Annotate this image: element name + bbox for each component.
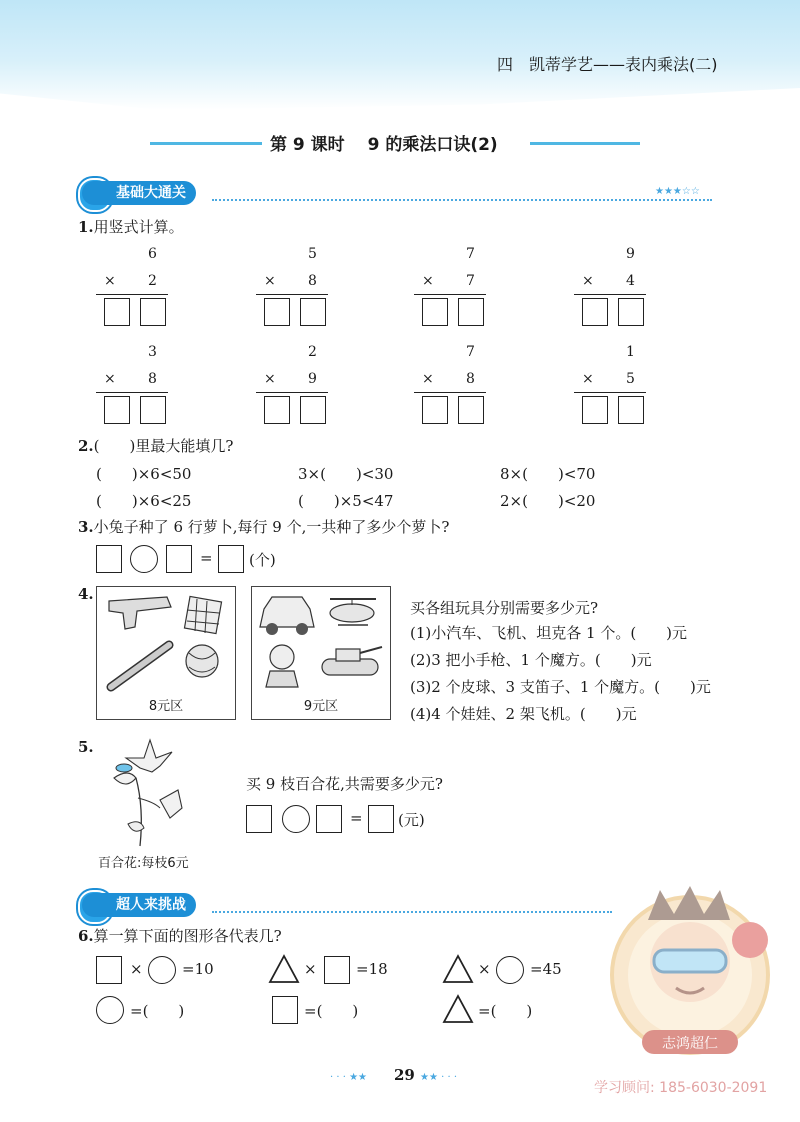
doll-icon [266, 645, 298, 687]
toy-panel-8yuan [96, 586, 236, 720]
equals-sign: = [350, 809, 363, 827]
q1-heading [78, 216, 184, 237]
answer-box-tens[interactable] [264, 396, 290, 424]
times-sign: × [478, 960, 491, 978]
q2-item: 8×( )<70 [500, 465, 596, 483]
q2-item: 3×( )<30 [298, 465, 394, 483]
footer-stars-left: · · · ★★ [330, 1072, 368, 1083]
chapter-title: 四 凯蒂学艺——表内乘法(二) [497, 55, 718, 74]
q3-heading [78, 516, 449, 537]
zone-label-8yuan: 8元区 [148, 699, 184, 714]
multiplicand: 1 [626, 344, 635, 360]
multiplier: 4 [626, 273, 635, 289]
section-badge-basic: 基础大通关 [82, 181, 196, 205]
q4-item: (3)2 个皮球、3 支笛子、1 个魔方。( )元 [410, 678, 711, 696]
pistol-icon [109, 597, 171, 629]
triangle-shape [442, 954, 474, 984]
multiplicand: 7 [466, 344, 475, 360]
q3-prompt: 小兔子种了 6 行萝卜,每行 9 个,一共种了多少个萝卜? [93, 518, 450, 536]
answer-box-ones[interactable] [140, 396, 166, 424]
q6-equation-result: =18 [356, 960, 388, 978]
multiplier: 8 [308, 273, 317, 289]
circle-shape [496, 956, 524, 984]
answer-box[interactable] [218, 545, 244, 573]
underline [574, 392, 646, 393]
times-sign: × [264, 273, 276, 289]
q5-unit: (元) [398, 811, 425, 829]
answer-box-ones[interactable] [300, 396, 326, 424]
answer-box-ones[interactable] [458, 298, 484, 326]
answer-box-ones[interactable] [300, 298, 326, 326]
square-shape [324, 956, 350, 984]
q5-caption: 百合花:每枝6元 [98, 856, 189, 871]
multiplicand: 3 [148, 344, 157, 360]
answer-box-tens[interactable] [582, 396, 608, 424]
q4-item: (2)3 把小手枪、1 个魔方。( )元 [410, 651, 652, 669]
underline [256, 392, 328, 393]
q1-number: 1. [78, 218, 94, 236]
q2-item: 2×( )<20 [500, 492, 596, 510]
flute-icon [111, 645, 169, 687]
ball-icon [186, 645, 218, 677]
q2-prompt: ( )里最大能填几? [93, 437, 234, 455]
underline [96, 294, 168, 295]
q2-item: ( )×6<25 [96, 492, 192, 510]
q6-equation-result: =45 [530, 960, 562, 978]
square-shape [96, 956, 122, 984]
underline [414, 294, 486, 295]
answer-box[interactable] [368, 805, 394, 833]
multiplier: 7 [466, 273, 475, 289]
answer-box-ones[interactable] [618, 396, 644, 424]
square-shape [272, 996, 298, 1024]
answer-box-ones[interactable] [618, 298, 644, 326]
triangle-shape [442, 994, 474, 1024]
toy-panel-9yuan [251, 586, 391, 720]
multiplicand: 2 [308, 344, 317, 360]
operator-circle[interactable] [282, 805, 310, 833]
answer-box-ones[interactable] [140, 298, 166, 326]
answer-box[interactable] [166, 545, 192, 573]
q4-number: 4. [78, 585, 94, 603]
underline [256, 294, 328, 295]
multiplicand: 9 [626, 246, 635, 262]
multiplier: 2 [148, 273, 157, 289]
q1-prompt: 用竖式计算。 [93, 218, 184, 236]
section-divider [212, 199, 712, 201]
q5-prompt: 买 9 枝百合花,共需要多少元? [246, 775, 443, 793]
multiplier: 5 [626, 371, 635, 387]
title-rule-left [150, 142, 262, 145]
plane-icon [330, 599, 376, 625]
times-sign: × [582, 273, 594, 289]
q6-answer[interactable]: =( ) [304, 1002, 359, 1020]
times-sign: × [104, 273, 116, 289]
zone-label-9yuan: 9元区 [303, 699, 339, 714]
operator-circle[interactable] [130, 545, 158, 573]
q6-prompt: 算一算下面的图形各代表几? [93, 927, 282, 945]
q6-equation-result: =10 [182, 960, 214, 978]
logo-text: 志鸿超仁 [662, 1036, 718, 1052]
q4-prompt: 买各组玩具分别需要多少元? [410, 599, 599, 617]
car-icon [260, 597, 314, 635]
section-badge-challenge: 超人来挑战 [82, 893, 196, 917]
answer-box[interactable] [316, 805, 342, 833]
q6-number: 6. [78, 927, 94, 945]
times-sign: × [304, 960, 317, 978]
q6-heading [78, 925, 282, 946]
star-icon: ★★★☆☆ [655, 186, 700, 197]
multiplier: 8 [148, 371, 157, 387]
answer-box[interactable] [96, 545, 122, 573]
answer-box-tens[interactable] [104, 298, 130, 326]
answer-box-tens[interactable] [264, 298, 290, 326]
q2-number: 2. [78, 437, 94, 455]
superhero-mascot-icon [600, 880, 780, 1070]
q2-item: ( )×6<50 [96, 465, 192, 483]
q2-heading [78, 435, 233, 456]
q4-item: (1)小汽车、飞机、坦克各 1 个。( )元 [410, 624, 688, 642]
underline [96, 392, 168, 393]
tank-icon [322, 647, 382, 675]
times-sign: × [582, 371, 594, 387]
multiplicand: 6 [148, 246, 157, 262]
rubik-cube-icon [184, 596, 221, 633]
q3-unit: (个) [249, 551, 276, 569]
triangle-shape [268, 954, 300, 984]
answer-box-tens[interactable] [422, 396, 448, 424]
section-divider [212, 911, 612, 913]
q2-item: ( )×5<47 [298, 492, 394, 510]
lesson-title: 第 9 课时 9 的乘法口诀(2) [270, 135, 498, 155]
title-rule-right [530, 142, 640, 145]
answer-box[interactable] [246, 805, 272, 833]
multiplicand: 5 [308, 246, 317, 262]
circle-shape [148, 956, 176, 984]
times-sign: × [422, 371, 434, 387]
times-sign: × [422, 273, 434, 289]
answer-box-tens[interactable] [422, 298, 448, 326]
equals-sign: = [200, 549, 213, 567]
multiplicand: 7 [466, 246, 475, 262]
page-number: 29 [394, 1066, 415, 1084]
answer-box-tens[interactable] [104, 396, 130, 424]
q6-answer[interactable]: =( ) [130, 1002, 185, 1020]
advisor-contact: 学习顾问: 185-6030-2091 [594, 1080, 768, 1096]
answer-box-ones[interactable] [458, 396, 484, 424]
lily-icon [100, 738, 220, 848]
underline [414, 392, 486, 393]
circle-shape [96, 996, 124, 1024]
underline [574, 294, 646, 295]
answer-box-tens[interactable] [582, 298, 608, 326]
times-sign: × [104, 371, 116, 387]
times-sign: × [130, 960, 143, 978]
multiplier: 8 [466, 371, 475, 387]
footer-stars-right: ★★ · · · [420, 1072, 458, 1083]
q6-answer[interactable]: =( ) [478, 1002, 533, 1020]
q5-number: 5. [78, 738, 94, 756]
q3-number: 3. [78, 518, 94, 536]
multiplier: 9 [308, 371, 317, 387]
q4-item: (4)4 个娃娃、2 架飞机。( )元 [410, 705, 637, 723]
times-sign: × [264, 371, 276, 387]
